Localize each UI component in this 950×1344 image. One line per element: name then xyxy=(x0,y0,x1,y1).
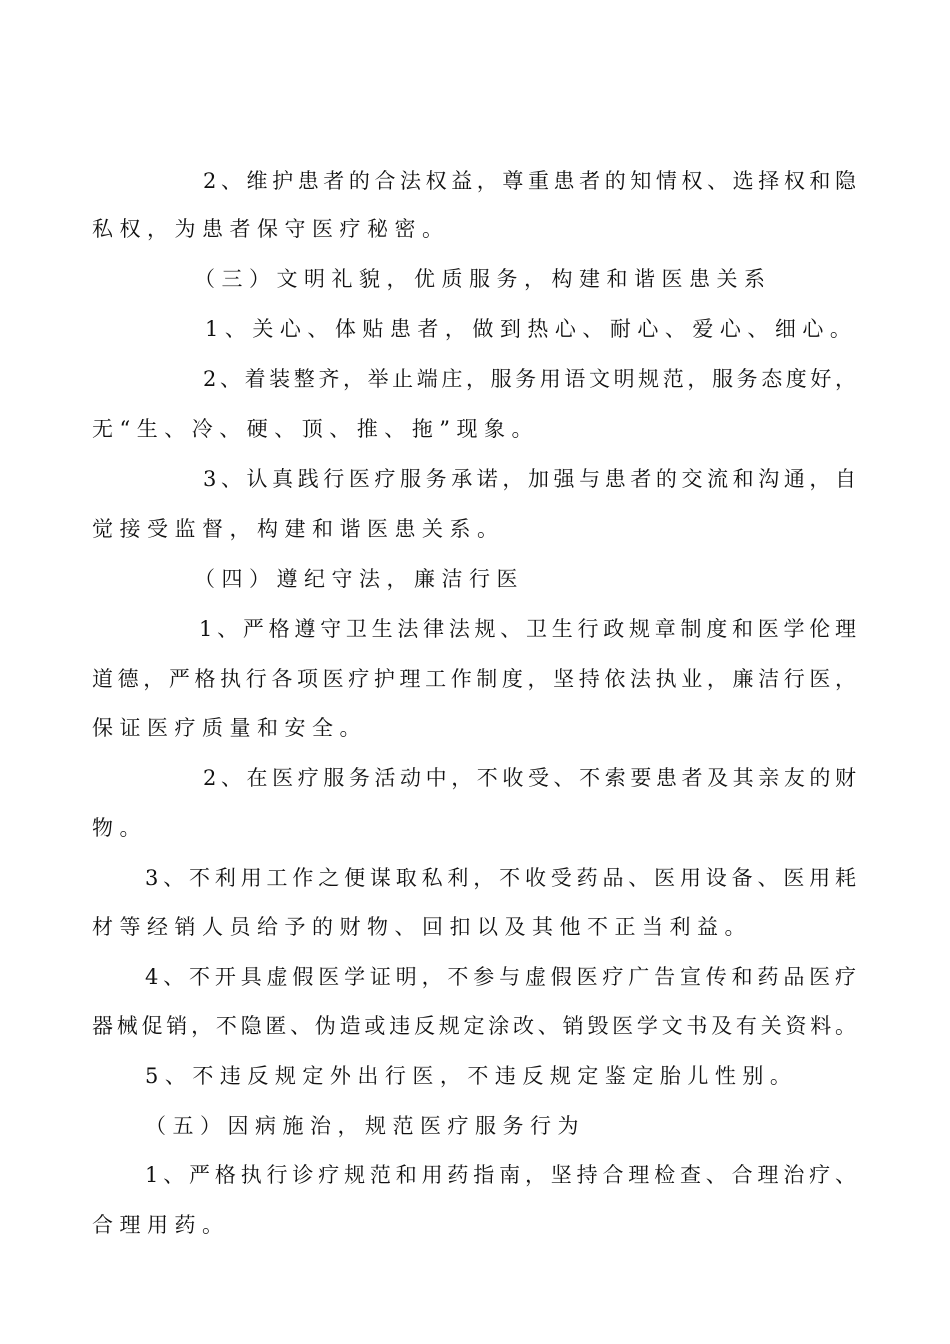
paragraph-line: 2、着装整齐，举止端庄，服务用语文明规范，服务态度好， xyxy=(203,367,856,391)
paragraph-line: 1、严格遵守卫生法律法规、卫生行政规章制度和医学伦理 xyxy=(199,617,856,641)
section-heading: （三）文明礼貌，优质服务，构建和谐医患关系 xyxy=(194,267,772,291)
paragraph-line: 3、不利用工作之便谋取私利，不收受药品、医用设备、医用耗 xyxy=(145,866,856,890)
paragraph-line: 4、不开具虚假医学证明，不参与虚假医疗广告宣传和药品医疗 xyxy=(145,965,856,989)
paragraph-line: 物。 xyxy=(92,816,147,840)
paragraph-line: 无“生、冷、硬、顶、推、拖”现象。 xyxy=(92,417,539,441)
paragraph-line: 1、关心、体贴患者，做到热心、耐心、爱心、细心。 xyxy=(205,317,858,341)
paragraph-line: 1、严格执行诊疗规范和用药指南，坚持合理检查、合理治疗、 xyxy=(145,1163,856,1187)
paragraph-line: 觉接受监督，构建和谐医患关系。 xyxy=(92,517,505,541)
paragraph-line: 材等经销人员给予的财物、回扣以及其他不正当利益。 xyxy=(92,915,752,939)
paragraph-line: 器械促销，不隐匿、伪造或违反规定涂改、销毁医学文书及有关资料。 xyxy=(92,1014,856,1038)
section-heading: （四）遵纪守法，廉洁行医 xyxy=(194,567,524,591)
paragraph-line: 2、维护患者的合法权益，尊重患者的知情权、选择权和隐 xyxy=(203,169,856,193)
paragraph-line: 保证医疗质量和安全。 xyxy=(92,716,367,740)
paragraph-line: 私权，为患者保守医疗秘密。 xyxy=(92,217,450,241)
paragraph-line: 道德，严格执行各项医疗护理工作制度，坚持依法执业，廉洁行医， xyxy=(92,667,856,691)
paragraph-line: 合理用药。 xyxy=(92,1213,230,1237)
paragraph-line: 3、认真践行医疗服务承诺，加强与患者的交流和沟通，自 xyxy=(203,467,856,491)
paragraph-line: 2、在医疗服务活动中，不收受、不索要患者及其亲友的财 xyxy=(203,766,856,790)
section-heading: （五）因病施治，规范医疗服务行为 xyxy=(145,1114,585,1138)
paragraph-line: 5、不违反规定外出行医，不违反规定鉴定胎儿性别。 xyxy=(145,1064,798,1088)
